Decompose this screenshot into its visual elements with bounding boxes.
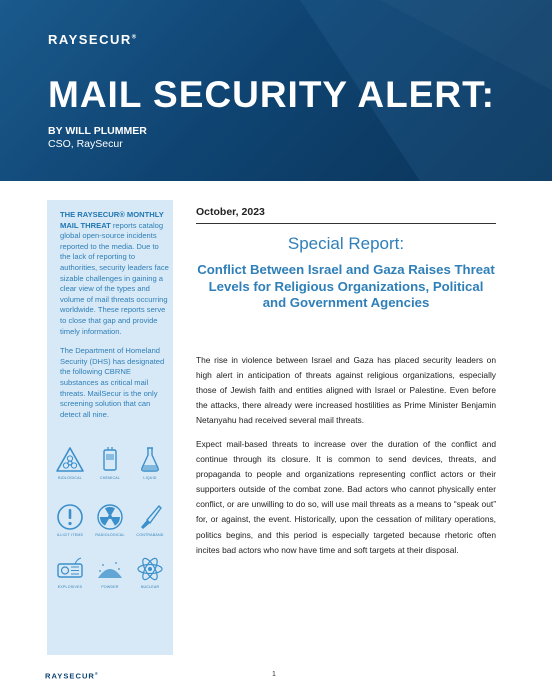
biohazard-icon: [55, 446, 85, 474]
sidebar-paragraph-1: THE RAYSECUR® MONTHLY MAIL THREAT reports catalog global open-source incidents reported to the media. Due to the lack of reporting to authorities, security leaders face sizable challenges in gaining a clear view of the types and volume of mail threats occurring worldwide. These reports serve to close that gap and provide timely information.: [60, 210, 169, 336]
brand-logo: RAYSECUR®: [48, 32, 138, 47]
report-title: Special Report:: [287, 234, 405, 253]
threat-liquid: LIQUID: [130, 446, 170, 480]
threat-explosives: EXPLOSIVES: [50, 555, 90, 589]
byline: BY WILL PLUMMER: [48, 125, 147, 137]
chemical-icon: [95, 446, 125, 474]
threat-powder: POWDER: [90, 555, 130, 589]
warning-icon: [55, 503, 85, 531]
threat-nuclear: NUCLEAR: [130, 555, 170, 589]
author-role: CSO, RaySecur: [48, 138, 123, 150]
sidebar-heading: THE RAYSECUR® MONTHLY MAIL THREAT: [60, 210, 164, 230]
sidebar-text: [60, 210, 170, 420]
threat-radiological: RADIOLOGICAL: [90, 503, 130, 537]
sidebar: [47, 200, 173, 655]
header-banner: [0, 0, 552, 181]
report-subtitle: Conflict Between Israel and Gaza Raises Threat Levels for Religious Organizations, Political and Government Agencies: [197, 262, 495, 310]
radiation-icon: [95, 503, 125, 531]
sidebar-paragraph-2: The Department of Homeland Security (DHS) has designated the following CBRNE substances as critical mail threats. MailSecur is the only screening solution that can detect all nine.: [60, 346, 165, 419]
bomb-icon: [55, 555, 85, 583]
page-title: MAIL SECURITY ALERT:: [48, 74, 495, 115]
divider: [196, 223, 496, 224]
threat-chemical: CHEMICAL: [90, 446, 130, 480]
threat-biological: BIOLOGICAL: [50, 446, 90, 480]
threat-contraband: CONTRABAND: [130, 503, 170, 537]
footer-logo: RAYSECUR®: [45, 671, 99, 681]
flask-icon: [135, 446, 165, 474]
knife-icon: [135, 503, 165, 531]
article-paragraph-1: The rise in violence between Israel and Gaza has placed security leaders on high alert in anticipation of threats against religious organizations, especially those of Jewish faith and entities aligned with Israel or Palestine. Even before the attacks, there already were increased hostilities as Prime Minister Benjamin Netanyahu had received several mail threats.: [196, 355, 496, 426]
article-paragraph-2: Expect mail-based threats to increase over the duration of the conflict and continue through its closure. It is common to send devices, threats, and propaganda to people and organizations representing conflict actors or their supporters outside of the combat zone. Bad actors who cannot physically enter conflict, or are unwilling to do so, will use mail threats as a means to “speak out” for, or against, the event. Historically, upon the cessation of military operations, politics begins, and this period is especially targeted because rhetoric often incites bad actors who now have time and soft targets at their disposal.: [196, 439, 496, 555]
powder-icon: [95, 555, 125, 583]
report-date: October, 2023: [196, 206, 265, 218]
threat-illicit-items: ILLICIT ITEMS: [50, 503, 90, 537]
page-number: 1: [272, 671, 276, 678]
atom-icon: [135, 555, 165, 583]
